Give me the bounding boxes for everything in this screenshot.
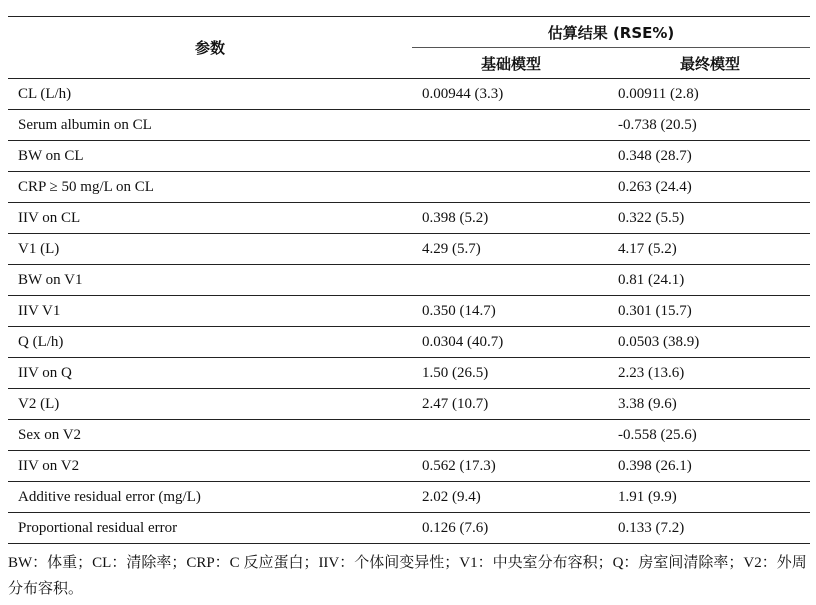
table-row bbox=[8, 141, 810, 172]
footnote: BW：体重；CL：清除率；CRP：C 反应蛋白；IIV：个体间变异性；V1：中央室分布容积；Q：房室间清除率；V2：外周分布容积。 bbox=[8, 555, 807, 597]
final-model-cell: 0.0503 (38.9) bbox=[610, 327, 810, 358]
final-model-cell: 0.348 (28.7) bbox=[610, 141, 810, 172]
table-row bbox=[8, 420, 810, 451]
param-cell: IIV on Q bbox=[8, 358, 412, 389]
estimate-group-header: 估算结果 (RSE%) bbox=[412, 17, 810, 48]
table-row bbox=[8, 389, 810, 420]
final-model-cell: 2.23 (13.6) bbox=[610, 358, 810, 389]
final-model-cell: 0.301 (15.7) bbox=[610, 296, 810, 327]
param-cell: Proportional residual error bbox=[8, 513, 412, 544]
param-cell: Q (L/h) bbox=[8, 327, 412, 358]
base-model-cell bbox=[412, 420, 610, 451]
table-row bbox=[8, 79, 810, 110]
table-row bbox=[8, 358, 810, 389]
table-row bbox=[8, 234, 810, 265]
final-model-cell: -0.738 (20.5) bbox=[610, 110, 810, 141]
results-table-container bbox=[8, 16, 810, 544]
param-cell: CL (L/h) bbox=[8, 79, 412, 110]
table-row bbox=[8, 482, 810, 513]
base-model-cell: 2.02 (9.4) bbox=[412, 482, 610, 513]
base-model-cell: 0.0304 (40.7) bbox=[412, 327, 610, 358]
base-model-cell: 0.398 (5.2) bbox=[412, 203, 610, 234]
param-cell: BW on CL bbox=[8, 141, 412, 172]
final-model-cell: 1.91 (9.9) bbox=[610, 482, 810, 513]
table-row bbox=[8, 513, 810, 544]
param-column-header: 参数 bbox=[8, 17, 412, 79]
table-row bbox=[8, 110, 810, 141]
base-model-cell bbox=[412, 141, 610, 172]
param-cell: V2 (L) bbox=[8, 389, 412, 420]
final-model-cell: 0.81 (24.1) bbox=[610, 265, 810, 296]
base-model-cell: 4.29 (5.7) bbox=[412, 234, 610, 265]
table-row bbox=[8, 296, 810, 327]
final-model-cell: -0.558 (25.6) bbox=[610, 420, 810, 451]
base-model-cell bbox=[412, 110, 610, 141]
final-model-cell: 0.322 (5.5) bbox=[610, 203, 810, 234]
parameter-estimates-table bbox=[8, 16, 810, 544]
table-body bbox=[8, 79, 810, 544]
base-model-cell: 0.00944 (3.3) bbox=[412, 79, 610, 110]
table-row bbox=[8, 327, 810, 358]
param-cell: IIV V1 bbox=[8, 296, 412, 327]
final-model-cell: 0.398 (26.1) bbox=[610, 451, 810, 482]
param-cell: Serum albumin on CL bbox=[8, 110, 412, 141]
base-model-cell: 1.50 (26.5) bbox=[412, 358, 610, 389]
final-model-header: 最终模型 bbox=[610, 48, 810, 79]
base-model-cell: 2.47 (10.7) bbox=[412, 389, 610, 420]
table-header bbox=[8, 17, 810, 79]
base-model-cell: 0.350 (14.7) bbox=[412, 296, 610, 327]
param-cell: IIV on CL bbox=[8, 203, 412, 234]
final-model-cell: 3.38 (9.6) bbox=[610, 389, 810, 420]
final-model-cell: 0.263 (24.4) bbox=[610, 172, 810, 203]
base-model-cell bbox=[412, 265, 610, 296]
base-model-cell: 0.126 (7.6) bbox=[412, 513, 610, 544]
base-model-header: 基础模型 bbox=[412, 48, 610, 79]
param-cell: Sex on V2 bbox=[8, 420, 412, 451]
param-cell: V1 (L) bbox=[8, 234, 412, 265]
base-model-cell bbox=[412, 172, 610, 203]
final-model-cell: 4.17 (5.2) bbox=[610, 234, 810, 265]
table-row bbox=[8, 203, 810, 234]
table-row bbox=[8, 172, 810, 203]
param-cell: IIV on V2 bbox=[8, 451, 412, 482]
final-model-cell: 0.00911 (2.8) bbox=[610, 79, 810, 110]
table-row bbox=[8, 451, 810, 482]
final-model-cell: 0.133 (7.2) bbox=[610, 513, 810, 544]
base-model-cell: 0.562 (17.3) bbox=[412, 451, 610, 482]
param-cell: BW on V1 bbox=[8, 265, 412, 296]
param-cell: Additive residual error (mg/L) bbox=[8, 482, 412, 513]
param-cell: CRP ≥ 50 mg/L on CL bbox=[8, 172, 412, 203]
table-row bbox=[8, 265, 810, 296]
